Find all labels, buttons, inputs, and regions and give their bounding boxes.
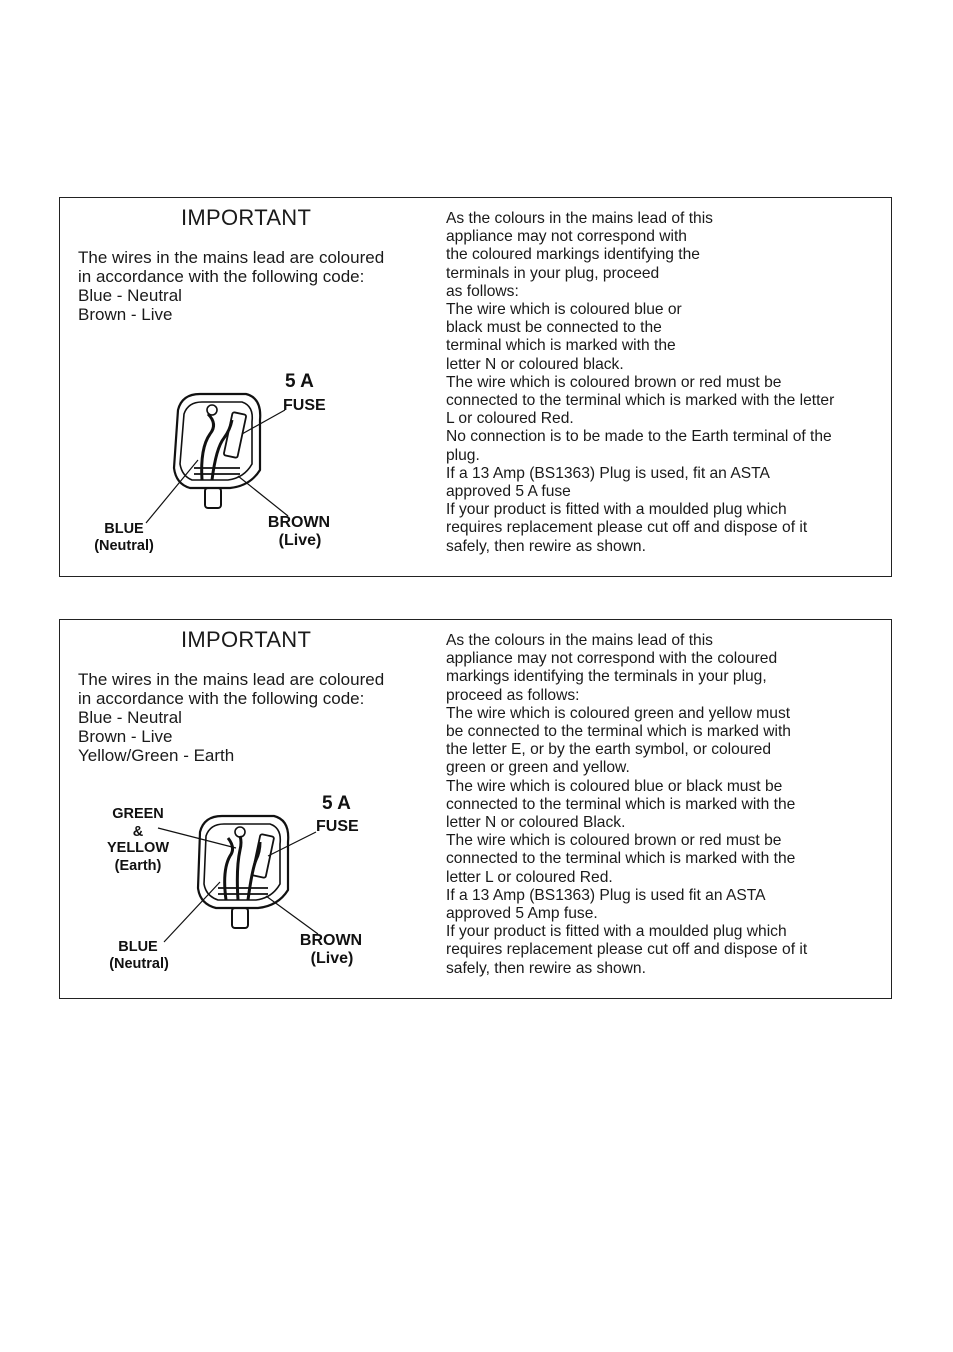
instruction-line: letter N or coloured black. — [446, 355, 624, 373]
neutral-label: (Neutral) — [109, 956, 169, 972]
earth-wire — [237, 836, 241, 900]
instruction-line: If your product is fitted with a moulded plug which — [446, 501, 787, 519]
instruction-line: connected to the terminal which is marked with the — [446, 795, 796, 813]
instruction-line: If your product is fitted with a moulded plug which — [446, 923, 787, 941]
code-line: in accordance with the following code: — [78, 689, 365, 708]
green-label: GREEN — [112, 806, 164, 822]
instruction-line: The wire which is coloured blue or black must be — [446, 777, 783, 795]
instruction-line: black must be connected to the — [446, 319, 662, 337]
code-line: The wires in the mains lead are coloured — [78, 248, 385, 267]
code-line: Yellow/Green - Earth — [78, 746, 235, 765]
live-label: (Live) — [278, 532, 322, 549]
instruction-line: the letter E, or by the earth symbol, or coloured — [446, 741, 772, 759]
blue-label: BLUE — [118, 939, 158, 955]
instruction-line: No connection is to be made to the Earth terminal of the — [446, 428, 832, 446]
panel-heading: IMPORTANT — [181, 627, 312, 652]
instruction-line: plug. — [446, 446, 480, 464]
code-line: Blue - Neutral — [78, 708, 182, 727]
blue-leader — [146, 460, 198, 523]
fuse-leader — [268, 832, 316, 856]
code-line: in accordance with the following code: — [78, 267, 365, 286]
instruction-line: If a 13 Amp (BS1363) Plug is used, fit an ASTA — [446, 464, 770, 482]
code-line: Blue - Neutral — [78, 286, 182, 305]
instruction-line: As the colours in the mains lead of this — [446, 632, 713, 649]
wiring-panel-two-core — [59, 197, 892, 577]
instruction-line: letter N or coloured Black. — [446, 814, 626, 832]
ampersand-label: & — [132, 824, 144, 840]
neutral-wire — [202, 414, 214, 480]
earth-screw — [235, 827, 245, 837]
instruction-line: letter L or coloured Red. — [446, 868, 613, 886]
instruction-line: connected to the terminal which is marked with the letter — [446, 392, 835, 410]
code-line: Brown - Live — [78, 727, 173, 746]
instruction-line: The wire which is coloured brown or red must be — [446, 373, 782, 391]
blue-leader — [164, 882, 220, 942]
brown-leader — [238, 476, 288, 516]
live-label: (Live) — [310, 950, 354, 967]
fuse-leader — [242, 410, 285, 434]
plug-wiring-diagram — [60, 198, 440, 576]
fuse-label: FUSE — [316, 818, 359, 835]
earth-label: (Earth) — [114, 858, 162, 874]
plug-pin — [205, 488, 221, 508]
instruction-line: requires replacement please cut off and dispose of it — [446, 941, 808, 959]
instruction-line: requires replacement please cut off and dispose of it — [446, 519, 808, 537]
instruction-line: the coloured markings identifying the — [446, 246, 700, 264]
live-wire — [212, 420, 232, 480]
wiring-panel-three-core — [59, 619, 892, 999]
instruction-line: terminals in your plug, proceed — [446, 264, 660, 282]
wiring-instructions — [446, 210, 891, 556]
instruction-line: safely, then rewire as shown. — [446, 959, 646, 977]
instruction-line: as follows: — [446, 282, 519, 300]
brown-label: BROWN — [299, 932, 363, 949]
instruction-line: terminal which is marked with the — [446, 337, 676, 355]
brown-leader — [266, 896, 318, 934]
instruction-line: markings identifying the terminals in your plug, — [446, 668, 767, 686]
instruction-line: The wire which is coloured brown or red must be — [446, 832, 782, 850]
brown-label: BROWN — [267, 514, 331, 531]
code-line: Brown - Live — [78, 305, 173, 324]
plug-pin — [232, 908, 248, 928]
fuse-rating-label: 5 A — [285, 371, 314, 392]
instruction-line: safely, then rewire as shown. — [446, 537, 646, 555]
blue-label: BLUE — [104, 521, 144, 537]
fuse-label: FUSE — [283, 397, 326, 414]
panel-heading: IMPORTANT — [181, 205, 312, 230]
instruction-line: As the colours in the mains lead of this — [446, 210, 713, 227]
instruction-line: L or coloured Red. — [446, 410, 574, 428]
fuse-body — [252, 834, 274, 878]
fuse-rating-label: 5 A — [322, 793, 351, 814]
instruction-line: proceed as follows: — [446, 686, 580, 704]
instruction-line: The wire which is coloured green and yellow must — [446, 704, 791, 722]
instruction-line: If a 13 Amp (BS1363) Plug is used fit an ASTA — [446, 886, 766, 904]
instruction-line: appliance may not correspond with the coloured — [446, 650, 778, 668]
wiring-instructions — [446, 632, 891, 978]
instruction-line: appliance may not correspond with — [446, 228, 687, 246]
instruction-line: approved 5 Amp fuse. — [446, 905, 598, 923]
live-wire — [248, 842, 260, 900]
neutral-label: (Neutral) — [94, 538, 154, 554]
instruction-line: connected to the terminal which is marked with the — [446, 850, 796, 868]
yellow-label: YELLOW — [106, 840, 170, 856]
instruction-line: The wire which is coloured blue or — [446, 301, 682, 319]
instruction-line: green or green and yellow. — [446, 759, 630, 777]
instruction-line: be connected to the terminal which is marked with — [446, 723, 791, 741]
instruction-line: approved 5 A fuse — [446, 483, 571, 501]
code-line: The wires in the mains lead are coloured — [78, 670, 385, 689]
